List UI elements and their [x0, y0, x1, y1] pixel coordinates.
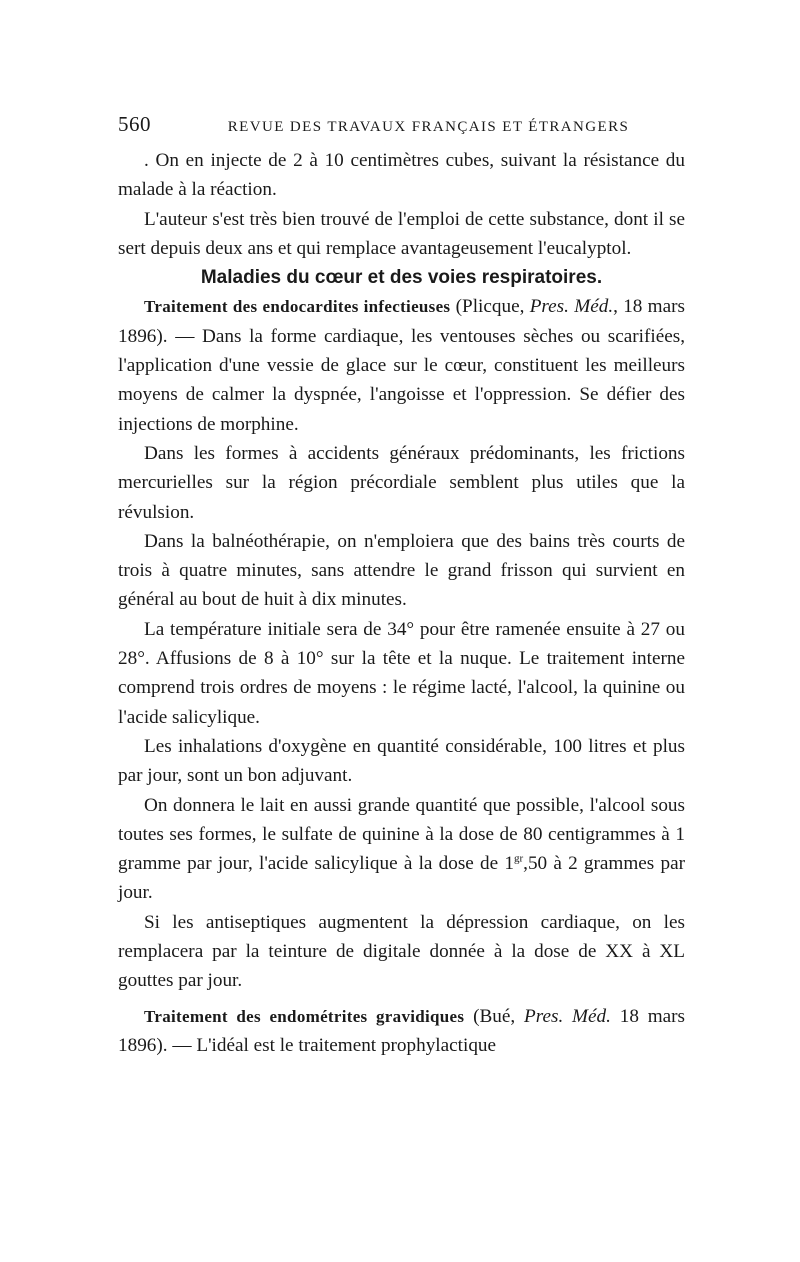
- paragraph: Dans les formes à accidents généraux prédominants, les frictions mercurielles sur la région précordiale semblent plus utiles que la révulsion.: [118, 442, 685, 523]
- article-paragraph: [118, 292, 685, 438]
- paragraph: Si les antiseptiques augmentent la dépression cardiaque, on les remplacera par la teinture de digitale donnée à la dose de XX à XL gouttes par jour.: [118, 911, 685, 992]
- article-journal: Pres. Méd.: [529, 296, 614, 318]
- article-journal: Pres. Méd.: [524, 1005, 611, 1027]
- paragraph-text: On donnera le lait en aussi grande quantité que possible, l'alcool sous toutes ses formes, le sulfate de quinine à la dose de 80 centigrammes à 1 gramme par jour, l'acide salicylique à la dose de 1: [118, 794, 685, 875]
- page-number: 560: [118, 112, 151, 136]
- page-body: [118, 146, 685, 1060]
- paragraph: [118, 791, 685, 908]
- article-title: Traitement des endométrites gravidiques: [144, 1006, 465, 1026]
- unit-superscript: gr: [513, 852, 524, 865]
- paragraph: Dans la balnéothérapie, on n'emploiera que des bains très courts de trois à quatre minutes, sans attendre le grand frisson qui survient en général au bout de huit à dix minutes.: [118, 530, 685, 611]
- article-ref-close: 18 mars 1896). —: [118, 1005, 685, 1056]
- paragraph: La température initiale sera de 34° pour être ramenée ensuite à 27 ou 28°. Affusions de 8 à 10° sur la tête et la nuque. Le traitement interne comprend trois ordres de moyens : le régime lacté, l'alcool, la quinine ou l'acide salicylique.: [118, 618, 685, 728]
- article-text: L'idéal est le traitement prophylactique: [196, 1034, 497, 1056]
- article-text: Dans la forme cardiaque, les ventouses sèches ou scarifiées, l'application d'une vessie de glace sur le cœur, constituent les meilleurs moyens de calmer la dyspnée, l'angoisse et l'oppression. Se défier des injections de morphine.: [118, 325, 686, 435]
- article-ref-open: (Bué,: [464, 1005, 524, 1027]
- paragraph: . On en injecte de 2 à 10 centimètres cubes, suivant la résistance du malade à la réaction.: [118, 150, 685, 201]
- running-head: REVUE DES TRAVAUX FRANÇAIS ET ÉTRANGERS: [227, 119, 630, 135]
- paragraph: L'auteur s'est très bien trouvé de l'emploi de cette substance, dont il se sert depuis deux ans et qui remplace avantageusement l'eucalyptol.: [118, 208, 685, 259]
- page-header: [118, 112, 688, 137]
- article-ref-close: , 18 mars 1896). —: [118, 296, 685, 347]
- section-title: Maladies du cœur et des voies respiratoires.: [200, 267, 603, 289]
- article-ref-open: (Plicque,: [450, 296, 530, 318]
- article-title: Traitement des endocardites infectieuses: [144, 297, 451, 317]
- article-paragraph: [118, 1002, 685, 1061]
- paragraph: Les inhalations d'oxygène en quantité considérable, 100 litres et plus par jour, sont un bon adjuvant.: [118, 735, 685, 787]
- paragraph-text: ,50 à 2 grammes par jour.: [118, 853, 685, 904]
